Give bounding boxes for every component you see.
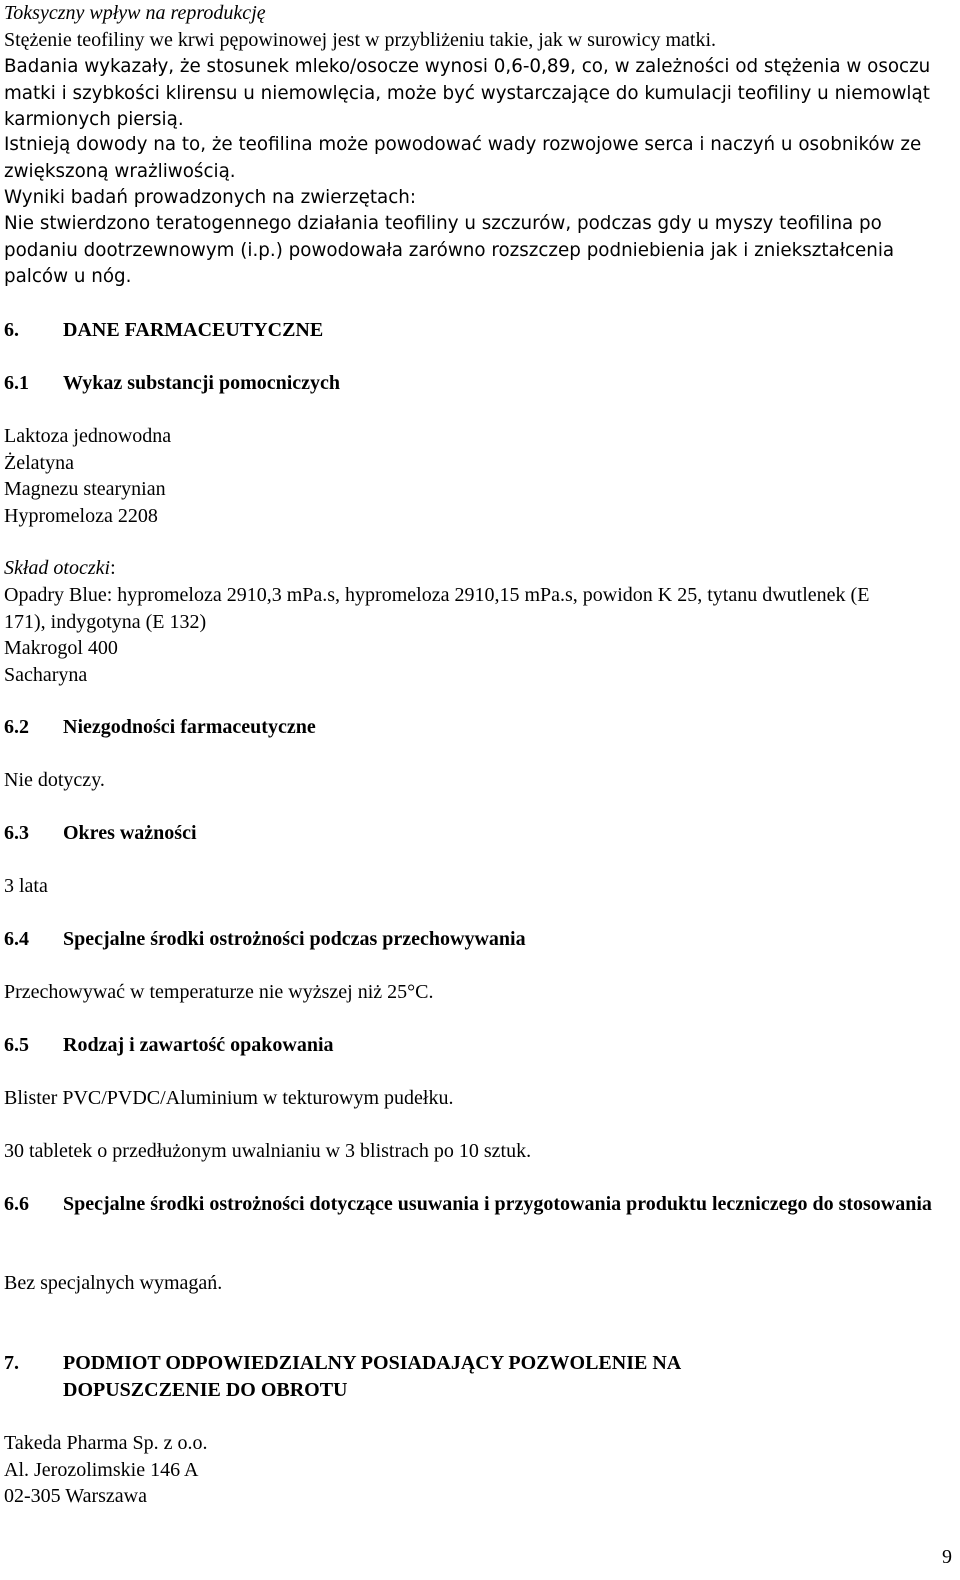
- coating-label-text: Skład otoczki: [4, 557, 111, 579]
- coating-label: [4, 555, 116, 582]
- section-title: Rodzaj i zawartość opakowania: [63, 1034, 334, 1056]
- section-6-2-text: Nie dotyczy.: [4, 769, 105, 791]
- section-title: Wykaz substancji pomocniczych: [63, 372, 341, 394]
- excipients-list: [4, 423, 171, 529]
- address-line: 02-305 Warszawa: [4, 1485, 147, 1507]
- section-title: PODMIOT ODPOWIEDZIALNY POSIADAJĄCY POZWOLENIE NA DOPUSZCZENIE DO OBROTU: [63, 1352, 681, 1401]
- section-number: 6.3: [4, 822, 29, 844]
- paragraph-malformations: Istnieją dowody na to, że teofilina może powodować wady rozwojowe serca i naczyń u osobników ze zwiększoną wrażliwością.: [4, 134, 922, 182]
- section-title: Specjalne środki ostrożności podczas przechowywania: [63, 928, 526, 950]
- section-6-1-heading: [4, 370, 954, 397]
- address-line: Takeda Pharma Sp. z o.o.: [4, 1432, 208, 1454]
- section-6-3-text: 3 lata: [4, 875, 48, 897]
- section-number: 6.5: [4, 1034, 29, 1056]
- section-6-5-text-packaging: Blister PVC/PVDC/Aluminium w tekturowym pudełku.: [4, 1087, 454, 1109]
- section-title: Specjalne środki ostrożności dotyczące usuwania i przygotowania produktu leczniczego do stosowania: [63, 1193, 932, 1215]
- section-title: DANE FARMACEUTYCZNE: [63, 319, 324, 341]
- section-6-6-text: Bez specjalnych wymagań.: [4, 1272, 223, 1294]
- section-6-2-heading: [4, 714, 954, 741]
- coating-label-colon: :: [110, 557, 116, 579]
- section-title: Niezgodności farmaceutyczne: [63, 716, 316, 738]
- list-item: Hypromeloza 2208: [4, 504, 158, 527]
- list-item: Laktoza jednowodna: [4, 425, 172, 447]
- section-number: 6.1: [4, 372, 29, 394]
- section-6-5-text-quantity: 30 tabletek o przedłużonym uwalnianiu w 3 blistrach po 10 sztuk.: [4, 1140, 532, 1162]
- section-title: Okres ważności: [63, 822, 197, 844]
- reproductive-toxicity-heading: Toksyczny wpływ na reprodukcję: [4, 2, 266, 24]
- list-item: Magnezu stearynian: [4, 478, 166, 500]
- section-6-3-heading: [4, 820, 954, 847]
- list-item: Makrogol 400: [4, 637, 118, 659]
- section-number: 6.2: [4, 716, 29, 738]
- list-item: Żelatyna: [4, 451, 74, 474]
- section-7-heading: [4, 1350, 804, 1403]
- address-line: Al. Jerozolimskie 146 A: [4, 1458, 199, 1481]
- section-6-4-heading: [4, 926, 954, 953]
- page-number: 9: [942, 1546, 952, 1568]
- section-6-6-heading: [4, 1191, 954, 1218]
- section-6-4-text: Przechowywać w temperaturze nie wyższej niż 25°C.: [4, 981, 434, 1003]
- paragraph-animal-studies-label: Wyniki badań prowadzonych na zwierzętach:: [4, 187, 417, 208]
- marketing-authorisation-holder-address: [4, 1430, 208, 1510]
- section-number: 6.6: [4, 1193, 29, 1215]
- paragraph-cord-blood: Stężenie teofiliny we krwi pępowinowej jest w przybliżeniu takie, jak w surowicy matki.: [4, 29, 717, 51]
- section-number: 6.: [4, 319, 19, 341]
- coating-text: Opadry Blue: hypromeloza 2910,3 mPa.s, hypromeloza 2910,15 mPa.s, powidon K 25, tytanu dwutlenek (E 171), indygotyna (E 132): [4, 584, 870, 633]
- paragraph-animal-studies: Nie stwierdzono teratogennego działania teofiliny u szczurów, podczas gdy u myszy teofilina po podaniu dootrzewnowym (i.p.) powodowała zarówno rozszczep podniebienia jak i zniekształcenia palców u nóg.: [4, 213, 895, 287]
- section-number: 6.4: [4, 928, 29, 950]
- paragraph-milk-plasma: Badania wykazały, że stosunek mleko/osocze wynosi 0,6-0,89, co, w zależności od stężenia w osoczu matki i szybkości klirensu u niemowlęcia, może być wystarczające do kumulacji teofiliny u niemowląt karmionych piersią.: [4, 56, 931, 130]
- section-6-heading: [4, 317, 954, 344]
- section-number: 7.: [4, 1352, 19, 1374]
- section-6-5-heading: [4, 1032, 954, 1059]
- list-item: Sacharyna: [4, 663, 88, 686]
- coating-composition: [4, 582, 904, 688]
